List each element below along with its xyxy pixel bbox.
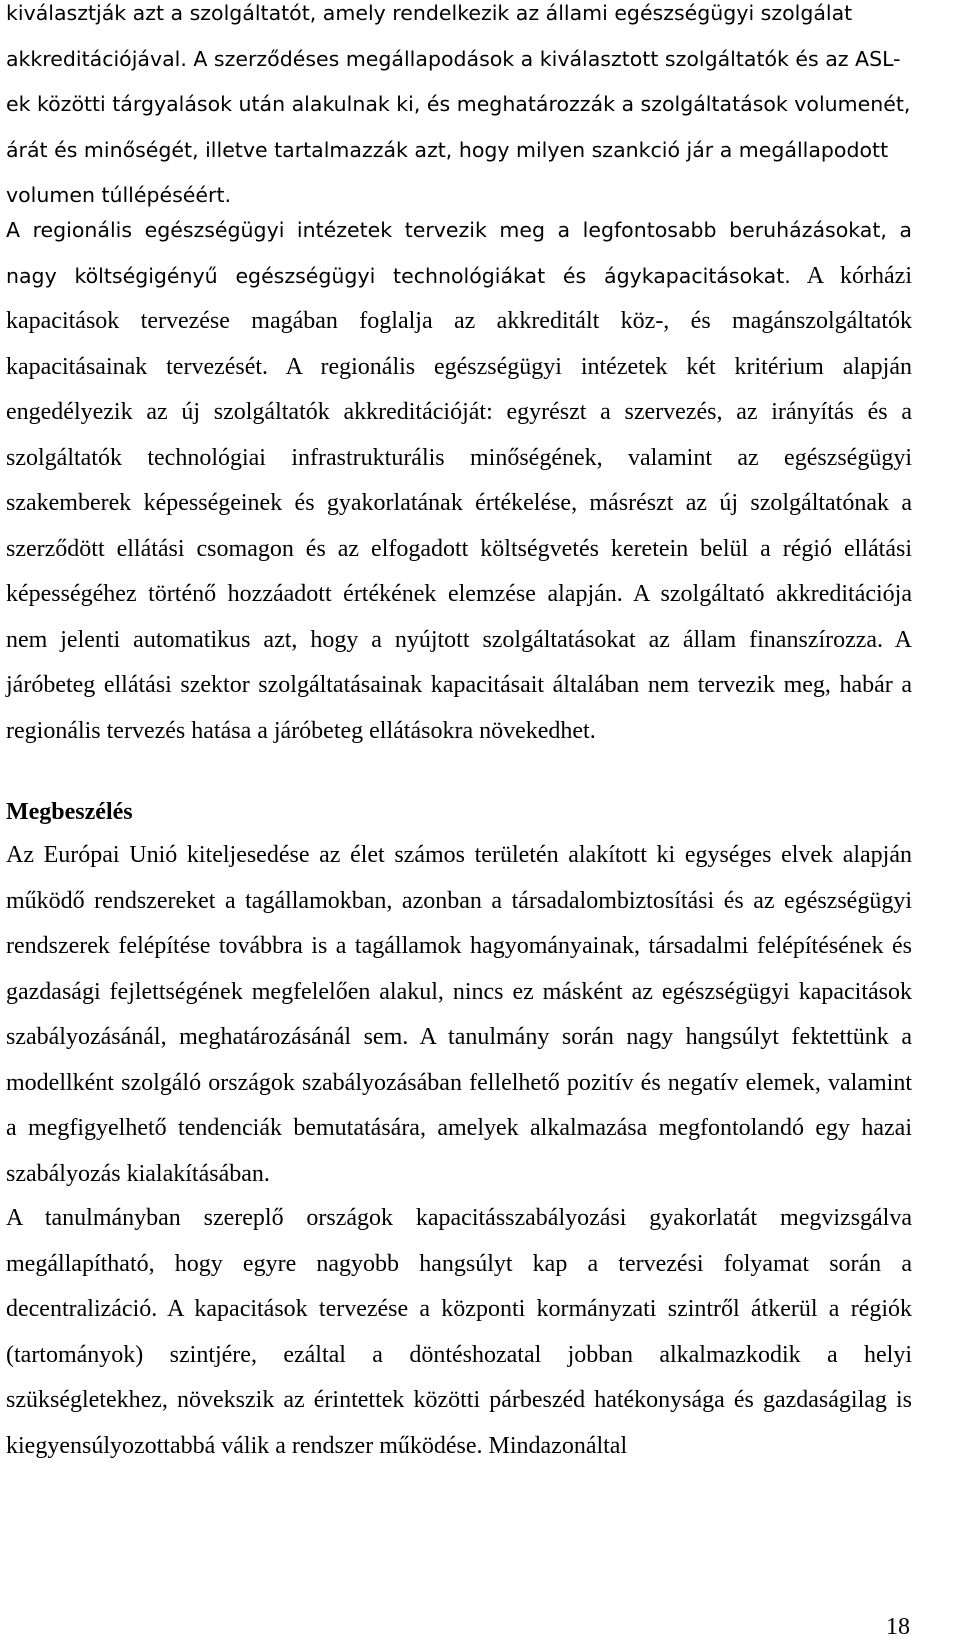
regional-planning-lead: A regionális egészségügyi intézetek tervezik meg a legfontosabb beruházásokat, a nagy költségigényű egészségügyi technológiákat és ágykapacitásokat.: [6, 218, 912, 288]
discussion-paragraph-2: A tanulmányban szereplő országok kapacitásszabályozási gyakorlatát megvizsgálva megállapítható, hogy egyre nagyobb hangsúlyt kap a tervezési folyamat során a decentralizáció. A kapacitások tervezése a központi kormányzati szintről átkerül a régiók (tartományok) szintjére, ezáltal a döntéshozatal jobban alkalmazkodik a helyi szükségletekhez, növekszik az érintettek közötti párbeszéd hatékonysága és gazdaságilag is kiegyensúlyozottabbá válik a rendszer működése. Mindazonáltal: [6, 1205, 912, 1459]
discussion-paragraph-1: Az Európai Unió kiteljesedése az élet számos területén alakított ki egységes elvek alapján működő rendszereket a tagállamokban, azonban a társadalombiztosítási és az egészségügyi rendszerek felépítése továbbra is a tagállamok hagyományainak, társadalmi felépítésének és gazdasági fejlettségének megfelelően alakul, nincs ez másként az egészségügyi kapacitások szabályozásánál, meghatározásánál sem. A tanulmány során nagy hangsúlyt fektettünk a modellként szolgáló országok szabályozásában fellelhető pozitív és negatív elemek, valamint a megfigyelhető tendenciák bemutatására, amelyek alkalmazása megfontolandó egy hazai szabályozás kialakításában.: [6, 842, 912, 1187]
regional-planning-paragraph: [6, 208, 912, 754]
intro-paragraph: kiválasztják azt a szolgáltatót, amely rendelkezik az állami egészségügyi szolgálat akkreditációjával. A szerződéses megállapodások a kiválasztott szolgáltatók és az ASL-ek közötti tárgyalások után alakulnak ki, és meghatározzák a szolgáltatások volumenét, árát és minőségét, illetve tartalmazzák azt, hogy milyen szankció jár a megállapodott volumen túllépéséért.: [6, 1, 911, 207]
section-heading: Megbeszélés: [6, 799, 133, 825]
regional-planning-body: A kórházi kapacitások tervezése magában foglalja az akkreditált köz-, és magánszolgáltatók kapacitásainak tervezését. A regionális egészségügyi intézetek két kritérium alapján engedélyezik az új szolgáltatók akkreditációját: egyrészt a szervezés, az irányítás és a szolgáltatók technológiai infrastrukturális minőségének, valamint az egészségügyi szakemberek képességeinek és gyakorlatának értékelése, másrészt az új szolgáltatónak a szerződött ellátási csomagon és az elfogadott költségvetés keretein belül a régió ellátási képességéhez történő hozzáadott értékének elemzése alapján. A szolgáltató akkreditációja nem jelenti automatikus azt, hogy a nyújtott szolgáltatásokat az állam finanszírozza. A járóbeteg ellátási szektor szolgáltatásainak kapacitásait általában nem tervezik meg, habár a regionális tervezés hatása a járóbeteg ellátásokra növekedhet.: [6, 262, 913, 744]
page-number: 18: [886, 1614, 910, 1640]
